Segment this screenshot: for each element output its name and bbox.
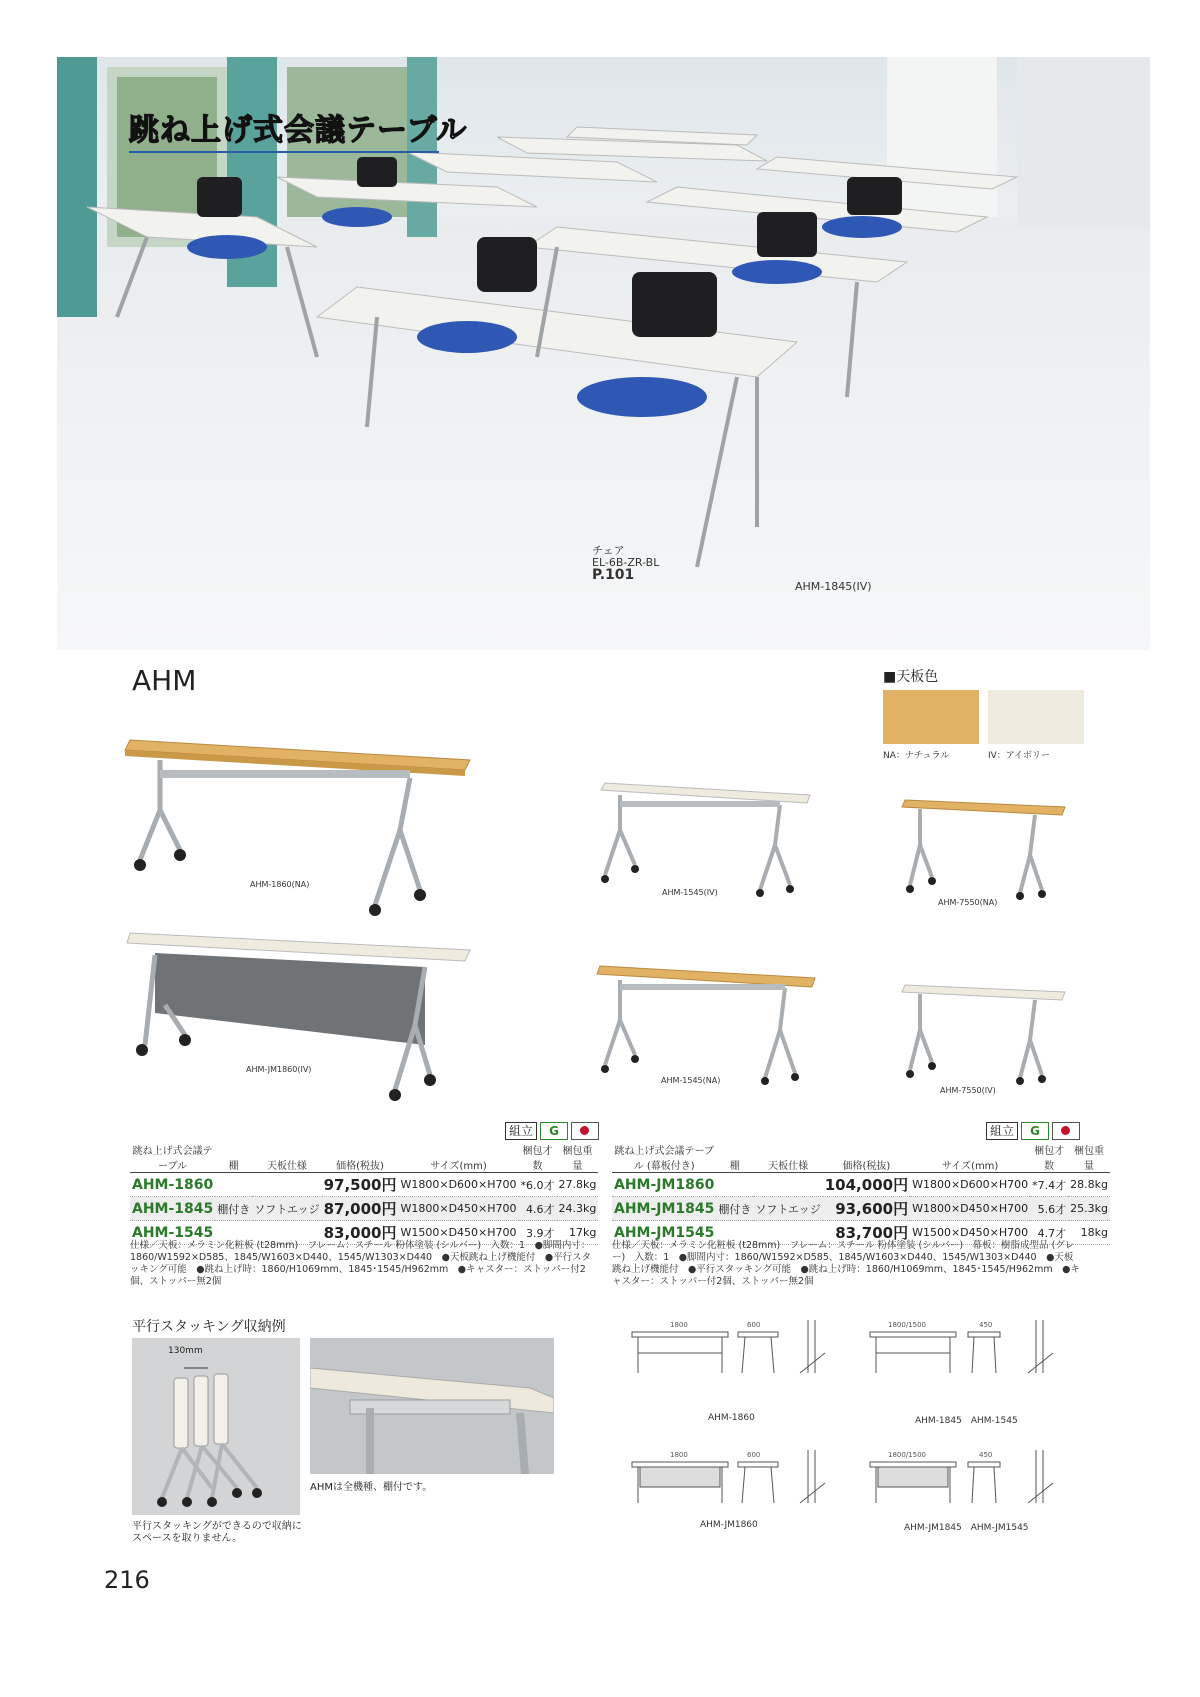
size-cell: W1500×D450×H700: [910, 1221, 1030, 1245]
drawing-width-label: 1800: [670, 1321, 688, 1329]
price-cell: 83,700円: [823, 1221, 910, 1245]
col-header-product: 跳ね上げ式会議テーブル: [130, 1142, 215, 1173]
col-header-top: 天板仕様: [252, 1142, 321, 1173]
spec-notes-right: 仕様／天板：メラミン化粧板 (t28mm) フレーム：スチール 粉体塗装 (シルバー) 幕板：樹脂成型品 (グレー) 入数：1 ●脚間内寸：1860/W1592×D585、1845/W1603×D440、1545/W1303×D440 ●天板跳ね上げ機能付 ●平行スタッキング可能 ●跳ね上げ時：1860/H1069mm、1845･1545/H962mm ●キャスター：ストッパー付2個、ストッパー無2個: [612, 1240, 1080, 1287]
color-swatch-ivory: [988, 690, 1084, 744]
size-cell: W1800×D600×H700: [399, 1173, 519, 1197]
model-cell: AHM-JM1860: [612, 1173, 716, 1197]
japan-flag-icon: [1052, 1122, 1080, 1140]
drawing-label-ahm-jm1845-jm1545: AHM-JM1845 AHM-JM1545: [904, 1523, 1029, 1533]
product-image-ahm-7550-iv: [900, 980, 1070, 1090]
drawing-depth-label: 600: [747, 1321, 761, 1329]
color-heading: ■天板色: [883, 669, 939, 685]
price-cell: 93,600円: [823, 1197, 910, 1221]
col-header-weight: 梱包重量: [1068, 1142, 1110, 1173]
badge-group-left: [505, 1122, 599, 1140]
color-label-ivory: IV：アイボリー: [988, 751, 1051, 761]
shelf-cell: [716, 1173, 753, 1197]
product-label-ahm-jm1860-iv: AHM-JM1860(IV): [246, 1065, 312, 1074]
drawing-width-label: 1800/1500: [888, 1451, 926, 1459]
shelf-cell: 棚付き: [716, 1197, 753, 1221]
product-image-ahm-1545-na: [595, 960, 820, 1090]
stacking-dimension: 130mm: [168, 1346, 203, 1356]
col-header-price: 価格(税抜): [322, 1142, 399, 1173]
size-cell: W1800×D450×H700: [399, 1197, 519, 1221]
stacked-tables-illustration: [132, 1338, 300, 1515]
hero-photo: [57, 57, 1150, 650]
model-cell: AHM-1860: [130, 1173, 215, 1197]
chair-caption: [592, 545, 659, 582]
product-image-ahm-jm1860-iv: [125, 925, 475, 1105]
table-row: [612, 1197, 1110, 1221]
shelf-closeup-illustration: [310, 1338, 554, 1474]
drawing-width-label: 1800/1500: [888, 1321, 926, 1329]
spec-table-left: [130, 1142, 598, 1245]
col-header-weight: 梱包重量: [557, 1142, 599, 1173]
drawing-label-ahm-1845-1545: AHM-1845 AHM-1545: [915, 1416, 1018, 1426]
drawing-width-label: 1800: [670, 1451, 688, 1459]
product-label-ahm-7550-na: AHM-7550(NA): [938, 898, 998, 907]
shelf-cell: 棚付き: [215, 1197, 252, 1221]
product-label-ahm-1860-na: AHM-1860(NA): [250, 880, 310, 889]
volume-cell: *6.0才: [519, 1173, 557, 1197]
model-cell: AHM-1545: [130, 1221, 215, 1245]
col-header-size: サイズ(mm): [399, 1142, 519, 1173]
table-caption: AHM-1845(IV): [795, 580, 872, 593]
shelf-photo: [310, 1338, 554, 1474]
spec-table-right: [612, 1142, 1110, 1245]
top-cell: ソフトエッジ: [753, 1197, 822, 1221]
price-cell: 83,000円: [322, 1221, 399, 1245]
product-label-ahm-7550-iv: AHM-7550(IV): [940, 1086, 996, 1095]
weight-cell: 18kg: [1068, 1221, 1110, 1245]
model-cell: AHM-JM1845: [612, 1197, 716, 1221]
page-number: 216: [104, 1566, 150, 1594]
badge-group-right: [986, 1122, 1080, 1140]
col-header-product: 跳ね上げ式会議テーブル (幕板付き): [612, 1142, 716, 1173]
weight-cell: 24.3kg: [557, 1197, 599, 1221]
drawing-label-ahm-1860: AHM-1860: [708, 1413, 755, 1423]
table-row: [612, 1173, 1110, 1197]
product-image-ahm-1860-na: [120, 730, 480, 920]
chair-model: EL-6B-ZR-BL: [592, 556, 660, 569]
color-swatch-natural: [883, 690, 979, 744]
drawing-depth-label: 450: [979, 1321, 993, 1329]
col-header-volume: 梱包才数: [519, 1142, 557, 1173]
top-cell: [252, 1173, 321, 1197]
product-label-ahm-1545-na: AHM-1545(NA): [661, 1076, 721, 1085]
product-label-ahm-1545-iv: AHM-1545(IV): [662, 888, 718, 897]
model-cell: AHM-1845: [130, 1197, 215, 1221]
price-cell: 97,500円: [322, 1173, 399, 1197]
product-image-ahm-7550-na: [900, 795, 1070, 905]
weight-cell: 28.8kg: [1068, 1173, 1110, 1197]
price-cell: 87,000円: [322, 1197, 399, 1221]
table-header-row: [130, 1142, 598, 1173]
color-label-natural: NA：ナチュラル: [883, 751, 950, 761]
drawing-ahm-1860: [630, 1318, 860, 1413]
weight-cell: 17kg: [557, 1221, 599, 1245]
assembly-badge: 組立: [986, 1122, 1018, 1140]
volume-cell: *7.4才: [1030, 1173, 1068, 1197]
hero-title: 跳ね上げ式会議テーブル: [129, 113, 468, 148]
green-mark-icon: G: [540, 1122, 568, 1140]
series-title: AHM: [132, 664, 197, 697]
table-row: [130, 1173, 598, 1197]
size-cell: W1800×D600×H700: [910, 1173, 1030, 1197]
shelf-cell: [215, 1173, 252, 1197]
drawing-label-ahm-jm1860: AHM-JM1860: [700, 1520, 758, 1530]
volume-cell: 3.9才: [519, 1221, 557, 1245]
volume-cell: 5.6才: [1030, 1197, 1068, 1221]
weight-cell: 27.8kg: [557, 1173, 599, 1197]
size-cell: W1800×D450×H700: [910, 1197, 1030, 1221]
drawing-depth-label: 600: [747, 1451, 761, 1459]
col-header-volume: 梱包才数: [1030, 1142, 1068, 1173]
price-cell: 104,000円: [823, 1173, 910, 1197]
spec-notes-left: 仕様／天板：メラミン化粧板 (t28mm) フレーム：スチール 粉体塗装 (シルバー) 入数：1 ●脚間内寸：1860/W1592×D585、1845/W1603×D440、1545/W1303×D440 ●天板跳ね上げ機能付 ●平行スタッキング可能 ●跳ね上げ時：1860/H1069mm、1845･1545/H962mm ●キャスター：ストッパー付2個、ストッパー無2個: [130, 1240, 592, 1287]
model-cell: AHM-JM1545: [612, 1221, 716, 1245]
stacking-heading: 平行スタッキング収納例: [132, 1319, 286, 1335]
col-header-top: 天板仕様: [753, 1142, 822, 1173]
col-header-shelf: 棚: [215, 1142, 252, 1173]
title-underline: [129, 151, 439, 153]
japan-flag-icon: [571, 1122, 599, 1140]
weight-cell: 25.3kg: [1068, 1197, 1110, 1221]
stacking-caption: 平行スタッキングができるので収納にスペースを取りません。: [132, 1521, 302, 1544]
size-cell: W1500×D450×H700: [399, 1221, 519, 1245]
green-mark-icon: G: [1021, 1122, 1049, 1140]
col-header-size: サイズ(mm): [910, 1142, 1030, 1173]
assembly-badge: 組立: [505, 1122, 537, 1140]
drawing-depth-label: 450: [979, 1451, 993, 1459]
top-cell: [753, 1173, 822, 1197]
chair-page: P.101: [592, 567, 635, 583]
col-header-shelf: 棚: [716, 1142, 753, 1173]
stacking-photo: [132, 1338, 300, 1515]
table-row: [130, 1197, 598, 1221]
drawing-ahm-1845-1545: [868, 1318, 1068, 1413]
volume-cell: 4.6才: [519, 1197, 557, 1221]
volume-cell: 4.7才: [1030, 1221, 1068, 1245]
top-cell: ソフトエッジ: [252, 1197, 321, 1221]
shelf-caption: AHMは全機種、棚付です。: [310, 1482, 433, 1493]
col-header-price: 価格(税抜): [823, 1142, 910, 1173]
product-image-ahm-1545-iv: [595, 775, 815, 900]
table-header-row: [612, 1142, 1110, 1173]
chair-label: チェア: [592, 544, 625, 557]
